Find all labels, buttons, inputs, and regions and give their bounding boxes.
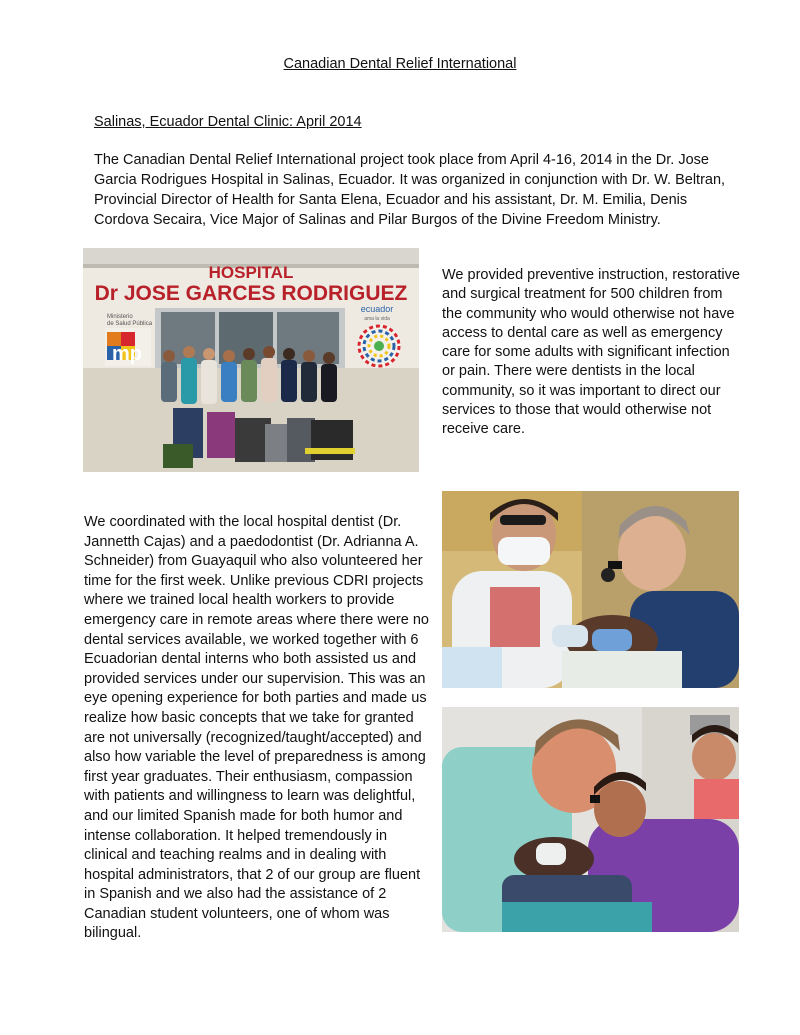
hospital-sign-line1: HOSPITAL: [208, 263, 294, 282]
hospital-group-photo: [83, 248, 419, 472]
collaboration-paragraph: We coordinated with the local hospital dentist (Dr. Jannetth Cajas) and a paedodontist (Dr. Adrianna A. Schneider) from Guayaquil who also volunteered her time for the first week. Unlike previous CDRI projects where we trained local health workers to provide emergency care in remote areas where there were no dental services available, we worked together with 6 Ecuadorian dental interns who both assisted us and provided services under our supervision. This was an eye opening experience for both parties and made us realize how basic concepts that we take for granted are not universally (recognized/taught/accepted) and also how variable the level of preparedness is among first year graduates. Their enthusiasm, compassion with patients and willingness to learn was delightful, and our limited Spanish made for both humor and intense collaboration. It helped tremendously in clinical and teaching realms and in dealing with hospital administrators, that 2 of our group are fluent in Spanish and we also had the assistance of 2 Canadian student volunteers, one of whom was bilingual.: [84, 514, 429, 942]
hospital-sign-line2: Dr JOSE GARCES RODRIGUEZ: [94, 282, 408, 305]
clinic-subtitle: Salinas, Ecuador Dental Clinic: April 2014: [94, 114, 362, 130]
ecuador-tagline: ama la vida: [364, 316, 390, 322]
services-paragraph: We provided preventive instruction, restorative and surgical treatment for 500 children from the community who would otherwise not have access to dental care as well as emergency care for some adults with significant infection or pain. There were dentists in the local community, so it was important to direct our services to those that would otherwise not receive care.: [442, 267, 740, 438]
svg-text:mp: mp: [112, 343, 142, 365]
document-title: Canadian Dental Relief International: [283, 56, 517, 72]
ecuador-word: ecuador: [360, 304, 394, 314]
dentists-treating-photo: [442, 491, 739, 688]
ecuador-sun-logo: [357, 324, 401, 368]
dentist-intern-photo: [442, 707, 739, 932]
mp-logo: [105, 328, 151, 366]
ministry-line1: Ministerio: [107, 314, 133, 320]
intro-paragraph: The Canadian Dental Relief International project took place from April 4-16, 2014 in the Dr. Jose Garcia Rodrigues Hospital in Salinas, Ecuador. It was organized in conjunction with Dr. W. Beltran, Provincial Director of Health for Santa Elena, Ecuador and his assistant, Dr. M. Emilia, Denis Cordova Secaira, Vice Major of Salinas and Pilar Burgos of the Divine Freedom Ministry.: [94, 152, 726, 228]
ministry-line2: de Salud Pública: [107, 321, 153, 327]
volunteer-group: [161, 346, 337, 404]
